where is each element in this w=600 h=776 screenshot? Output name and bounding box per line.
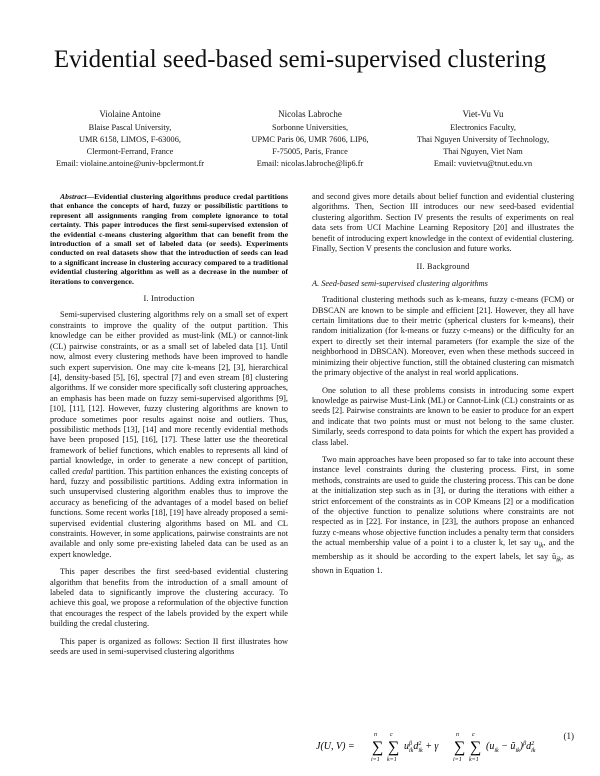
eq-sum-4-bottom: k=1 xyxy=(469,757,479,763)
equation-number: (1) xyxy=(563,731,574,741)
eq-sum-3: ∑ xyxy=(454,739,466,756)
subsection-heading-seed: A. Seed-based semi-supervised clustering algorithms xyxy=(312,278,488,288)
equation-svg xyxy=(312,725,542,765)
eq-sum-2-bottom: k=1 xyxy=(387,757,397,763)
eq-sum-1-top: n xyxy=(374,732,377,738)
author-email: Email: violaine.antoine@univ-bpclermont.fr xyxy=(56,159,204,168)
eq-sum-1: ∑ xyxy=(372,739,384,756)
eq-term-2: ($u_{ik}$ − $ũ_{ik})^\beta d^2$ ik xyxy=(486,741,536,754)
author-block-1 xyxy=(30,108,230,170)
abstract-lead: Abstract xyxy=(60,192,87,201)
author-email: Email: vuvietvu@tnut.edu.vn xyxy=(433,159,533,168)
left-column xyxy=(50,192,288,664)
author-name: Nicolas Labroche xyxy=(278,109,342,119)
author-block-2 xyxy=(210,108,410,170)
credal-term: credal xyxy=(72,466,94,476)
eq-sum-2: ∑ xyxy=(388,739,400,756)
intro-paragraph-3: This paper is organized as follows: Section II first illustrates how seeds are used in semi-supervised clustering algorithms xyxy=(50,636,288,657)
eq-sum-3-top: n xyxy=(456,732,459,738)
background-paragraph-1: Traditional clustering methods such as k-means, fuzzy c-means (FCM) or DBSCAN are known to be simple and efficient [21]. However, they all have certain limitations due to their metric (spherical clusters for k-means), their random initialization (for k-means or fuzzy c-means) or the difficulty for an expert to directly set their internal parameters (for example the size of the neighborhood in DBSCAN). Moreover, even when these methods succeed in minimizing their objective function, still the obtained clustering can mismatch the primary objective of the analyst in real world applications. xyxy=(312,295,574,378)
background-paragraph-3: Two main approaches have been proposed so far to take into account these instance level constraints during the clustering process. First, in some methods, constraints are used to guide the clustering process. This can be done at the initialization step such as in [3], or during the iterations with either a strict enforcement of the constraints as in COP Kmeans [2] or a modification of the objective function to penalize solutions where constraints are not respected as in [22]. For instance, in [23], the authors propose an enhanced fuzzy c-means whose objective function includes a penalty term that considers the actual membership value of a point i to a cluster k, let say $u_{ik}$, and the membership as it should be according to the expert labels, let say $ũ_{ik}$, as shown in Equation 1. xyxy=(312,454,575,576)
background-paragraph-2: One solution to all these problems consists in introducing some expert knowledge as pairwise Must-Link (ML) or Cannot-Link (CL) constraints or as seeds [2]. Pairwise constraints are known to be easier to produce for an expert and indicate that two points must or must not belong to the same cluster. Similarly, seeds correspond to data points for which the expert has provided a class label. xyxy=(312,385,574,447)
author-line: Thai Nguyen, Viet Nam xyxy=(443,147,523,156)
paper-title: Evidential seed-based semi-supervised clustering xyxy=(53,46,547,73)
author-block-3 xyxy=(383,108,583,170)
author-line: Clermont-Ferrand, France xyxy=(86,147,174,156)
bg-text: Two main approaches have been proposed so far to take into account these instance level constraints during the clustering process. First, in some methods, constraints are used to guide the clustering process. This can be done at the initialization step such as in [3], or during the iterations with either a strict enforcement of the constraints as in COP Kmeans [2] or a modification of the objective function to penalize solutions where constraints are not respected as in [22]. For instance, in [23], the authors propose an enhanced fuzzy c-means whose objective function includes a penalty term that considers the actual membership value of a point i to a cluster k, let say u xyxy=(312,454,574,548)
author-email: Email: nicolas.labroche@lip6.fr xyxy=(256,159,364,168)
author-line: Electronics Faculty, xyxy=(450,123,516,132)
section-heading-background: II. Background xyxy=(416,262,470,272)
eq-lhs: J(U, V) = xyxy=(316,741,355,752)
author-name: Violaine Antoine xyxy=(99,109,161,119)
author-line: F-75005, Paris, France xyxy=(272,147,348,156)
eq-sum-2-top: c xyxy=(390,732,393,738)
section-heading-introduction: I. Introduction xyxy=(143,294,195,304)
intro-text-cont: partition. This partition enhances the existing concepts of hard, fuzzy and possibilistic partitions. Adding extra information in such unsupervised clustering algorithm enables thus to improve the accuracy as beneficing of the advantages of a model based on belief functions. Some recent works [18], [19] have already proposed a semi-supervised evidential clustering algorithms based on ML and CL constraints. However, in some applications, pairwise constraints are not available and only some pre-existing labeled data can be used as an expert knowledge. xyxy=(50,466,288,559)
equation-1 xyxy=(312,725,574,767)
abstract-text: —Evidential clustering algorithms produce credal partitions that enhance the concepts of hard, fuzzy or possibilistic partitions to represent all assignments ranging from complete ignorance to total certainty. This paper introduces the first semi-supervised extension of the evidential c-means clustering algorithm that can benefit from the introduction of a small set of labeled data (or seeds). Experiments conducted on real datasets show that the introduction of seeds can lead to a significant increase in clustering accuracy compared to a traditional evidential clustering algorithm as well as a decrease in the number of iterations to convergence. xyxy=(50,192,288,286)
eq-sum-4-top: c xyxy=(472,732,475,738)
right-column xyxy=(312,192,574,584)
bg-text-cont: , and the membership as it should be according to the expert labels, let say ũ xyxy=(312,538,574,562)
author-line: Blaise Pascal University, xyxy=(88,123,172,132)
eq-sum-3-bottom: i=1 xyxy=(453,757,462,763)
intro-paragraph-1 xyxy=(50,310,288,560)
organization-paragraph: and second gives more details about belief function and evidential clustering algorithms. Then, Section III introduces our new seed-based evidential clustering algorithm. Section IV presents the results of experiments on real data sets from UCI Machine Learning Repository [20] and illustrates the benefit of introducing expert knowledge in the context of evidential clustering. Finally, Section V presents the conclusion and future works. xyxy=(312,192,574,254)
eq-sum-4: ∑ xyxy=(470,739,482,756)
bg-text-tail: , as shown in Equation 1. xyxy=(312,552,575,576)
author-line: Thai Nguyen University of Technology, xyxy=(416,135,550,144)
intro-text: Semi-supervised clustering algorithms rely on a small set of expert constraints to improve the quality of the output partition. This knowledge can be either provided as must-link (ML) or cannot-link (CL) pairwise constraints, or as a small set of labeled data [1]. Until now, almost every clustering methods have been improved to handle such expert supervision. One may cite k-means [2], [3], hierarchical [4], density-based [5], [6], spectral [7] and even stream [8] clustering algorithms. If we consider more specifically soft clustering approaches, an emphasis has been made on fuzzy semi-supervised algorithms [9], [10], [11], [12]. However, fuzzy clustering algorithms are known to produce sometimes poor results against noise and outliers. Thus, possibilistic methods [13], [14] and more recently evidential methods have been proposed [15], [16], [17]. These latter use the theoretical framework of belief functions, which enables to represents all kind of partial knowledge, in order to generate a new concept of partition, called xyxy=(50,310,288,476)
author-line: Sorbonne Universities, xyxy=(271,123,349,132)
abstract xyxy=(50,192,288,286)
intro-paragraph-2: This paper describes the first seed-based evidential clustering algorithm that benefits from the introduction of a small amount of labeled data to significantly improve the clustering accuracy. To achieve this goal, we propose a reformulation of the objective function that encourages the respect of the labels provided by the expert while building the credal clustering. xyxy=(50,567,288,629)
author-line: UMR 6158, LIMOS, F-63006, xyxy=(79,135,181,144)
author-line: UPMC Paris 06, UMR 7606, LIP6, xyxy=(251,135,369,144)
eq-sum-1-bottom: i=1 xyxy=(371,757,380,763)
author-name: Viet-Vu Vu xyxy=(462,109,504,119)
eq-term-1: $u^\beta$ ikd$^2$ ik + γ xyxy=(404,741,439,754)
